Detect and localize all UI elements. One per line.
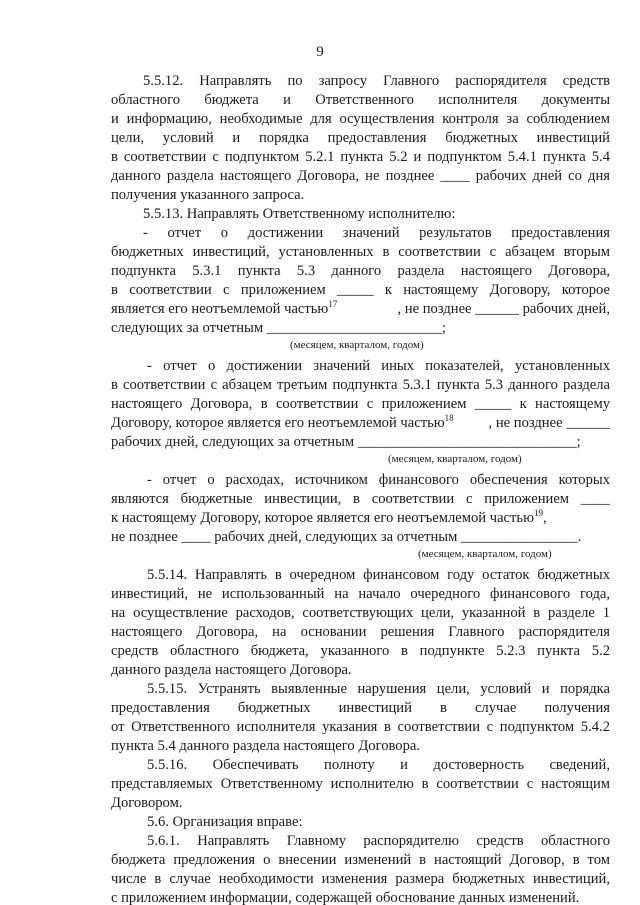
paragraph-5-5-12-line-3: и информацию, необходимые для осуществления контроля за соблюдением (111, 111, 610, 127)
footnote-19: 19 (533, 508, 543, 519)
report-results-line-3: подпункта 5.3.1 пункта 5.3 данного раздела настоящего Договора, (111, 263, 610, 279)
report-expenses-line-3-text: к настоящему Договору, которое является его неотъемлемой частью (111, 510, 534, 526)
period-caption-1: (месяцем, кварталом, годом) (290, 339, 424, 351)
paragraph-5-5-14-line-1: 5.5.14. Направлять в очередном финансовом году остаток бюджетных (147, 567, 610, 583)
report-indicators-line-4-start: Договору, которое является его неотъемлемой частью$^{18}$ (111, 413, 454, 431)
report-indicators-line-4 (111, 414, 610, 433)
report-expenses-line-1: - отчет о расходах, источником финансового обеспечения которых (147, 472, 610, 488)
footnote-18: 18 (444, 413, 454, 424)
report-results-line-5 (111, 300, 610, 319)
paragraph-5-6-1-line-4: с приложением информации, содержащей обоснование данных изменений. (111, 890, 580, 905)
report-expenses-line-3: к настоящему Договору, которое является его неотъемлемой частью$^{19}$, (111, 508, 547, 526)
paragraph-5-5-12-line-2: областного бюджета и Ответственного исполнителя документы (111, 92, 610, 108)
page-number: 9 (316, 44, 324, 60)
paragraph-5-5-12-line-5: в соответствии с подпунктом 5.2.1 пункта 5.2 и подпунктом 5.4.1 пункта 5.4 (111, 149, 610, 165)
period-caption-3: (месяцем, кварталом, годом) (418, 548, 552, 560)
paragraph-5-6-1-line-1: 5.6.1. Направлять Главному распорядителю средств областного (147, 833, 610, 849)
paragraph-5-5-12-line-7: получения указанного запроса. (111, 187, 305, 203)
footnote-17: 17 (328, 299, 338, 310)
report-results-line-5-end: , не позднее ______ рабочих дней, (397, 301, 610, 317)
paragraph-5-5-15-line-2: предоставления бюджетных инвестиций в случае получения (111, 700, 610, 716)
paragraph-5-5-14-line-5: средств областного бюджета, указанного в подпункте 5.2.3 пункта 5.2 (111, 643, 610, 659)
paragraph-5-5-16-line-2: представляемых Ответственному исполнителю в соответствии с настоящим (111, 776, 610, 792)
paragraph-5-6-1-line-2: бюджета предложения о внесении изменений в настоящий Договор, в том (111, 852, 610, 868)
paragraph-5-5-15-line-1: 5.5.15. Устранять выявленные нарушения цели, условий и порядка (147, 681, 610, 697)
paragraph-5-5-16-line-1: 5.5.16. Обеспечивать полноту и достоверность сведений, (147, 757, 610, 773)
section-5-6-heading: 5.6. Организация вправе: (147, 814, 303, 830)
report-indicators-line-2: в соответствии с абзацем третьим подпункта 5.3.1 пункта 5.3 данного раздела (111, 377, 610, 393)
paragraph-5-5-14-line-2: инвестиций, не использованный на начало очередного финансового года, (111, 586, 610, 602)
paragraph-5-6-1-line-3: числе в случае необходимости изменения размера бюджетных инвестиций, (111, 871, 610, 887)
report-results-line-2: бюджетных инвестиций, установленных в соответствии с абзацем вторым (111, 244, 610, 260)
report-results-line-5-start: является его неотъемлемой частью$^{17}$ (111, 299, 338, 317)
paragraph-5-5-15-line-3: от Ответственного исполнителя указания в соответствии с подпунктом 5.4.2 (111, 719, 610, 735)
paragraph-5-5-16-line-3: Договором. (111, 795, 183, 811)
report-results-line-1: - отчет о достижении значений результатов предоставления (143, 225, 610, 241)
report-indicators-line-4-end: , не позднее ______ (488, 415, 610, 431)
paragraph-5-5-14-line-3: на осуществление расходов, соответствующих цели, указанной в разделе 1 (111, 605, 610, 621)
paragraph-5-5-14-line-4: настоящего Договора, на основании решения Главного распорядителя (111, 624, 610, 640)
report-results-line-6: следующих за отчетным ________________________; (111, 320, 446, 336)
paragraph-5-5-14-line-6: данного раздела настоящего Договора. (111, 662, 352, 678)
paragraph-5-5-12-line-6: данного раздела настоящего Договора, не позднее ____ рабочих дней со дня (111, 168, 610, 184)
report-indicators-line-5: рабочих дней, следующих за отчетным ______________________________; (111, 434, 581, 450)
paragraph-5-5-12-line-1: 5.5.12. Направлять по запросу Главного распорядителя средств (143, 73, 610, 89)
paragraph-5-5-15-line-4: пункта 5.4 данного раздела настоящего Договора. (111, 738, 421, 754)
period-caption-2: (месяцем, кварталом, годом) (388, 453, 522, 465)
report-expenses-line-2: являются бюджетные инвестиции, в соответствии с приложением ____ (111, 491, 610, 507)
paragraph-5-5-12-line-4: цели, условий и порядка предоставления бюджетных инвестиций (111, 130, 610, 146)
report-indicators-line-1: - отчет о достижении значений иных показателей, установленных (147, 358, 610, 374)
paragraph-5-5-13-heading: 5.5.13. Направлять Ответственному исполнителю: (143, 206, 456, 222)
report-indicators-line-3: настоящего Договора, в соответствии с приложением _____ к настоящему (111, 396, 610, 412)
report-expenses-line-4: не позднее ____ рабочих дней, следующих за отчетным ________________. (111, 529, 582, 545)
report-results-line-4: в соответствии с приложением _____ к настоящему Договору, которое (111, 282, 610, 298)
